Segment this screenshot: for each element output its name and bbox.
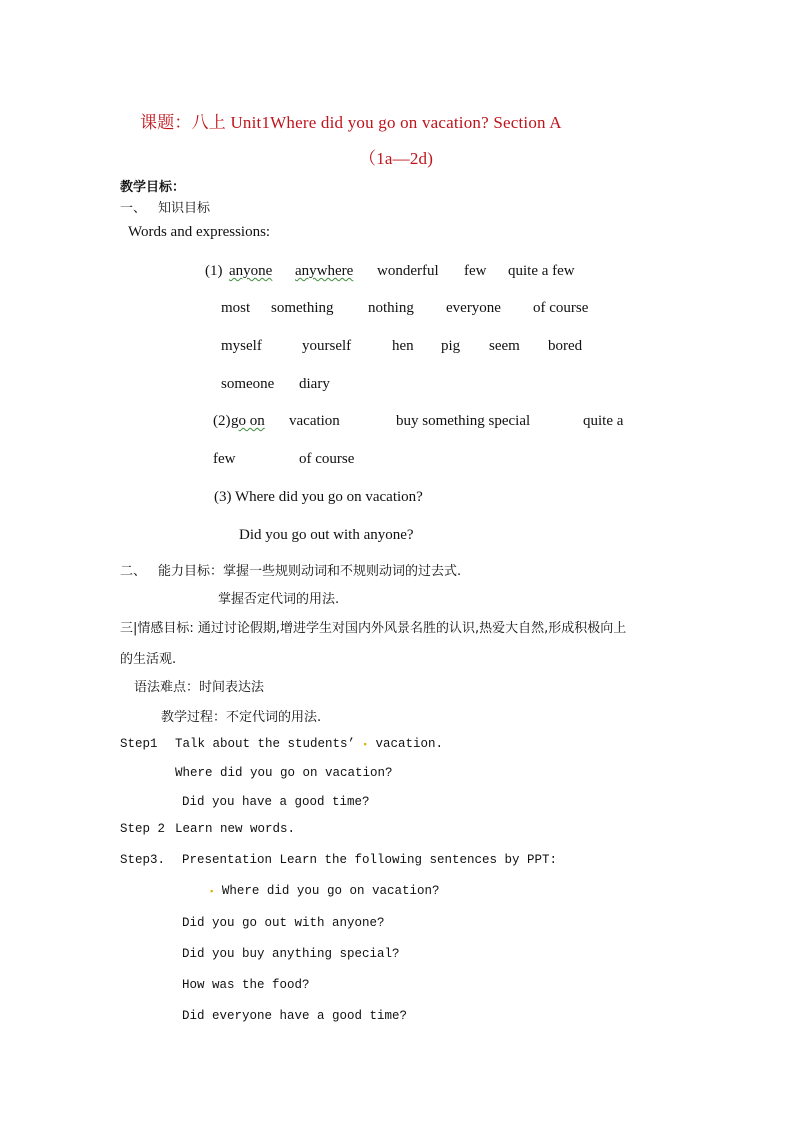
vocab-word: yourself (302, 338, 352, 354)
vocab-word: nothing (368, 300, 414, 316)
grammar-difficulty: 语法难点：时间表达法 (134, 680, 265, 695)
vocab-word: pig (441, 338, 461, 354)
ability-number: 二、 (120, 564, 147, 579)
sentence-group3-line2: Did you go out with anyone? (239, 527, 414, 543)
vocab-word: few (464, 263, 487, 279)
step1-text-b: vacation. (375, 737, 443, 751)
step3-question5: Did everyone have a good time? (182, 1009, 408, 1023)
vocab-word: wonderful (377, 263, 439, 279)
lesson-subtitle: （1a—2d) (359, 149, 434, 168)
step1-label: Step1 (120, 737, 158, 751)
vocab-word: something (271, 300, 334, 316)
step3-question4: How was the food? (182, 978, 310, 992)
step3-question3: Did you buy anything special? (182, 947, 400, 961)
phrase-group2-prefix: (2) (213, 413, 231, 429)
objectives-heading: 教学目标： (120, 180, 186, 195)
knowledge-label: 知识目标 (158, 201, 211, 216)
ability-line2: 掌握否定代词的用法. (218, 592, 340, 607)
phrase-go-on (231, 413, 265, 430)
step1-question1: Where did you go on vacation? (175, 766, 393, 780)
emotion-line2: 的生活观. (120, 652, 177, 667)
vocab-word: quite a few (508, 263, 575, 279)
step1-question2: Did you have a good time? (182, 795, 370, 809)
vocab-word: hen (392, 338, 414, 354)
vocab-word: someone (221, 376, 275, 392)
step3-text: Presentation Learn the following sentences by PPT: (182, 853, 558, 867)
step1-text (175, 737, 443, 751)
vocab-word: of course (533, 300, 589, 316)
sentence-group3-line1: (3) Where did you go on vacation? (214, 489, 423, 505)
lesson-title: 课题：八上 Unit1Where did you go on vacation? Section A (140, 113, 562, 132)
step3-question1 (209, 884, 439, 898)
vocab-group1-prefix: (1) (205, 263, 223, 279)
phrase-vacation: vacation (289, 413, 340, 429)
step2-label: Step 2 (120, 822, 166, 836)
phrase-buy-something-special: buy something special (396, 413, 531, 429)
vocab-word: anyone (229, 263, 273, 279)
words-heading: Words and expressions: (128, 224, 271, 240)
emotion-line1: 三|情感目标: 通过讨论假期,增进学生对国内外风景名胜的认识,热爱大自然,形成积极向上 (120, 621, 627, 636)
marker-dot: ▪ (209, 887, 215, 897)
ability-line1: 能力目标：掌握一些规则动词和不规则动词的过去式. (158, 564, 462, 579)
knowledge-number: 一、 (120, 201, 147, 216)
step1-text-a: Talk about the students’ (175, 737, 356, 751)
vocab-word: everyone (446, 300, 501, 316)
phrase-few: few (213, 451, 236, 467)
phrase-go-on-text: go on (231, 413, 265, 429)
marker-dot: ▪ (362, 740, 368, 750)
teaching-process: 教学过程：不定代词的用法. (161, 710, 322, 725)
step3-question2: Did you go out with anyone? (182, 916, 385, 930)
vocab-word: anywhere (295, 263, 354, 279)
vocab-word: seem (489, 338, 520, 354)
vocab-word: bored (548, 338, 583, 354)
phrase-quite-a: quite a (583, 413, 624, 429)
step3-label: Step3. (120, 853, 166, 867)
phrase-of-course: of course (299, 451, 355, 467)
vocab-word: most (221, 300, 251, 316)
vocab-word: myself (221, 338, 262, 354)
vocab-word: diary (299, 376, 330, 392)
step2-text: Learn new words. (175, 822, 296, 836)
step3-question1-text: Where did you go on vacation? (221, 884, 440, 898)
